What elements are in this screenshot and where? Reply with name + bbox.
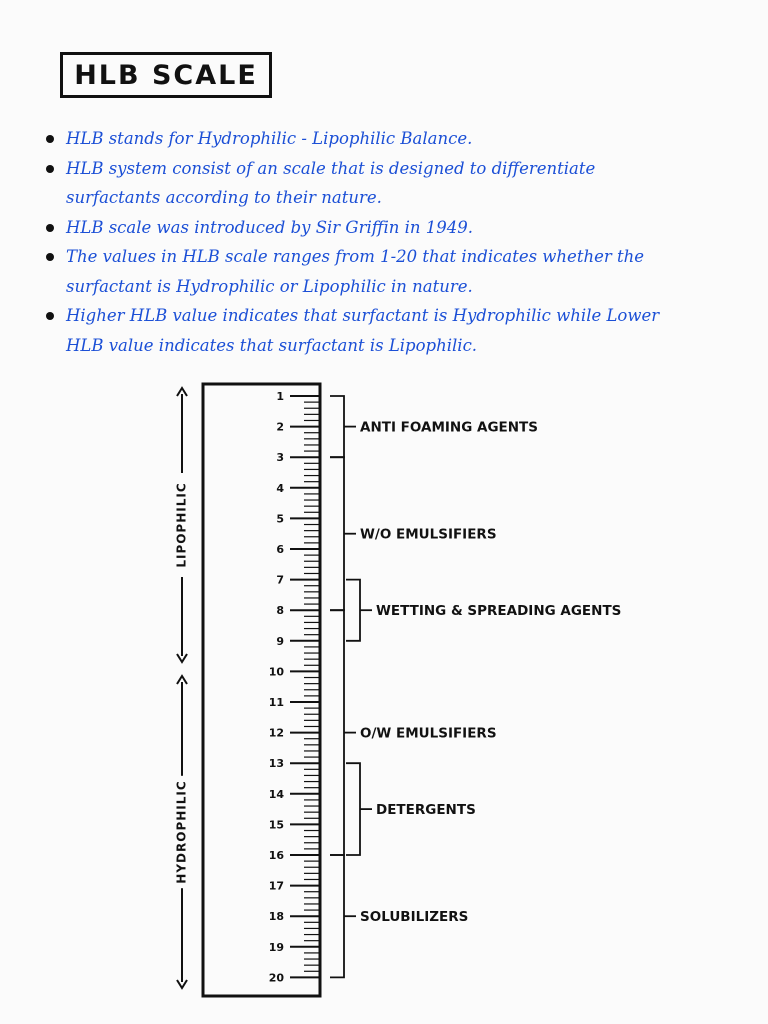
tick-label: 15 bbox=[268, 818, 284, 832]
tick-label: 1 bbox=[276, 390, 284, 403]
side-arrows bbox=[175, 388, 189, 988]
tick-label: 12 bbox=[268, 726, 284, 740]
range-bracket bbox=[330, 855, 344, 977]
tick-label: 9 bbox=[276, 634, 284, 648]
tick-label: 19 bbox=[268, 940, 284, 954]
range-bracket bbox=[346, 763, 360, 855]
note-item bbox=[44, 242, 684, 301]
range-label: WETTING & SPREADING AGENTS bbox=[376, 603, 622, 620]
bullet-icon bbox=[46, 253, 54, 261]
range-labels bbox=[360, 420, 621, 926]
tick-label: 6 bbox=[276, 543, 284, 556]
tick-label: 14 bbox=[268, 787, 284, 801]
note-text: The values in HLB scale ranges from 1-20 that indicates whether the surfactant is Hydrophilic or Lipophilic in nature. bbox=[66, 247, 644, 296]
tick-label: 3 bbox=[276, 451, 284, 465]
bullet-icon bbox=[46, 312, 54, 320]
ruler-numbers bbox=[269, 390, 285, 984]
range-label: SOLUBILIZERS bbox=[360, 909, 469, 926]
note-item bbox=[44, 124, 684, 154]
note-text: Higher HLB value indicates that surfactant is Hydrophilic while Lower HLB value indicates that surfactant is Lipophilic. bbox=[66, 306, 660, 355]
hydrophilic-label: HYDROPHILIC bbox=[174, 780, 189, 884]
range-bracket bbox=[330, 396, 344, 457]
tick-label: 10 bbox=[268, 665, 284, 679]
note-item bbox=[44, 301, 684, 360]
range-brackets bbox=[330, 396, 372, 977]
bullet-icon bbox=[46, 135, 54, 143]
tick-label: 20 bbox=[268, 971, 284, 985]
ruler-ticks bbox=[290, 396, 320, 977]
tick-label: 11 bbox=[268, 696, 284, 709]
range-label: ANTI FOAMING AGENTS bbox=[360, 419, 538, 436]
title-box bbox=[60, 52, 272, 98]
range-label: DETERGENTS bbox=[376, 802, 476, 819]
range-bracket bbox=[346, 580, 360, 641]
note-text: HLB system consist of an scale that is designed to differentiate surfactants according to their nature. bbox=[66, 158, 596, 207]
note-text: HLB stands for Hydrophilic - Lipophilic Balance. bbox=[66, 129, 473, 148]
tick-label: 17 bbox=[268, 879, 284, 893]
range-bracket bbox=[330, 457, 344, 610]
tick-label: 18 bbox=[268, 910, 284, 924]
tick-label: 16 bbox=[268, 849, 284, 862]
tick-label: 4 bbox=[276, 481, 284, 495]
hlb-scale-diagram bbox=[0, 360, 768, 1020]
range-label: O/W EMULSIFIERS bbox=[360, 725, 497, 742]
bullet-icon bbox=[46, 165, 54, 173]
bullet-icon bbox=[46, 224, 54, 232]
ruler-frame bbox=[203, 384, 320, 996]
note-text: HLB scale was introduced by Sir Griffin in 1949. bbox=[66, 217, 473, 237]
tick-label: 2 bbox=[276, 420, 284, 434]
page-title: HLB SCALE bbox=[74, 59, 258, 91]
tick-label: 13 bbox=[268, 757, 284, 771]
note-item bbox=[44, 154, 684, 213]
notes-list bbox=[44, 124, 684, 360]
ruler bbox=[203, 384, 320, 996]
tick-label: 5 bbox=[276, 512, 284, 526]
tick-label: 8 bbox=[276, 604, 284, 618]
range-bracket bbox=[330, 610, 344, 855]
note-item bbox=[44, 213, 684, 243]
tick-label: 7 bbox=[276, 573, 284, 587]
range-label: W/O EMULSIFIERS bbox=[360, 526, 497, 543]
lipophilic-label: LIPOPHILIC bbox=[174, 482, 189, 568]
